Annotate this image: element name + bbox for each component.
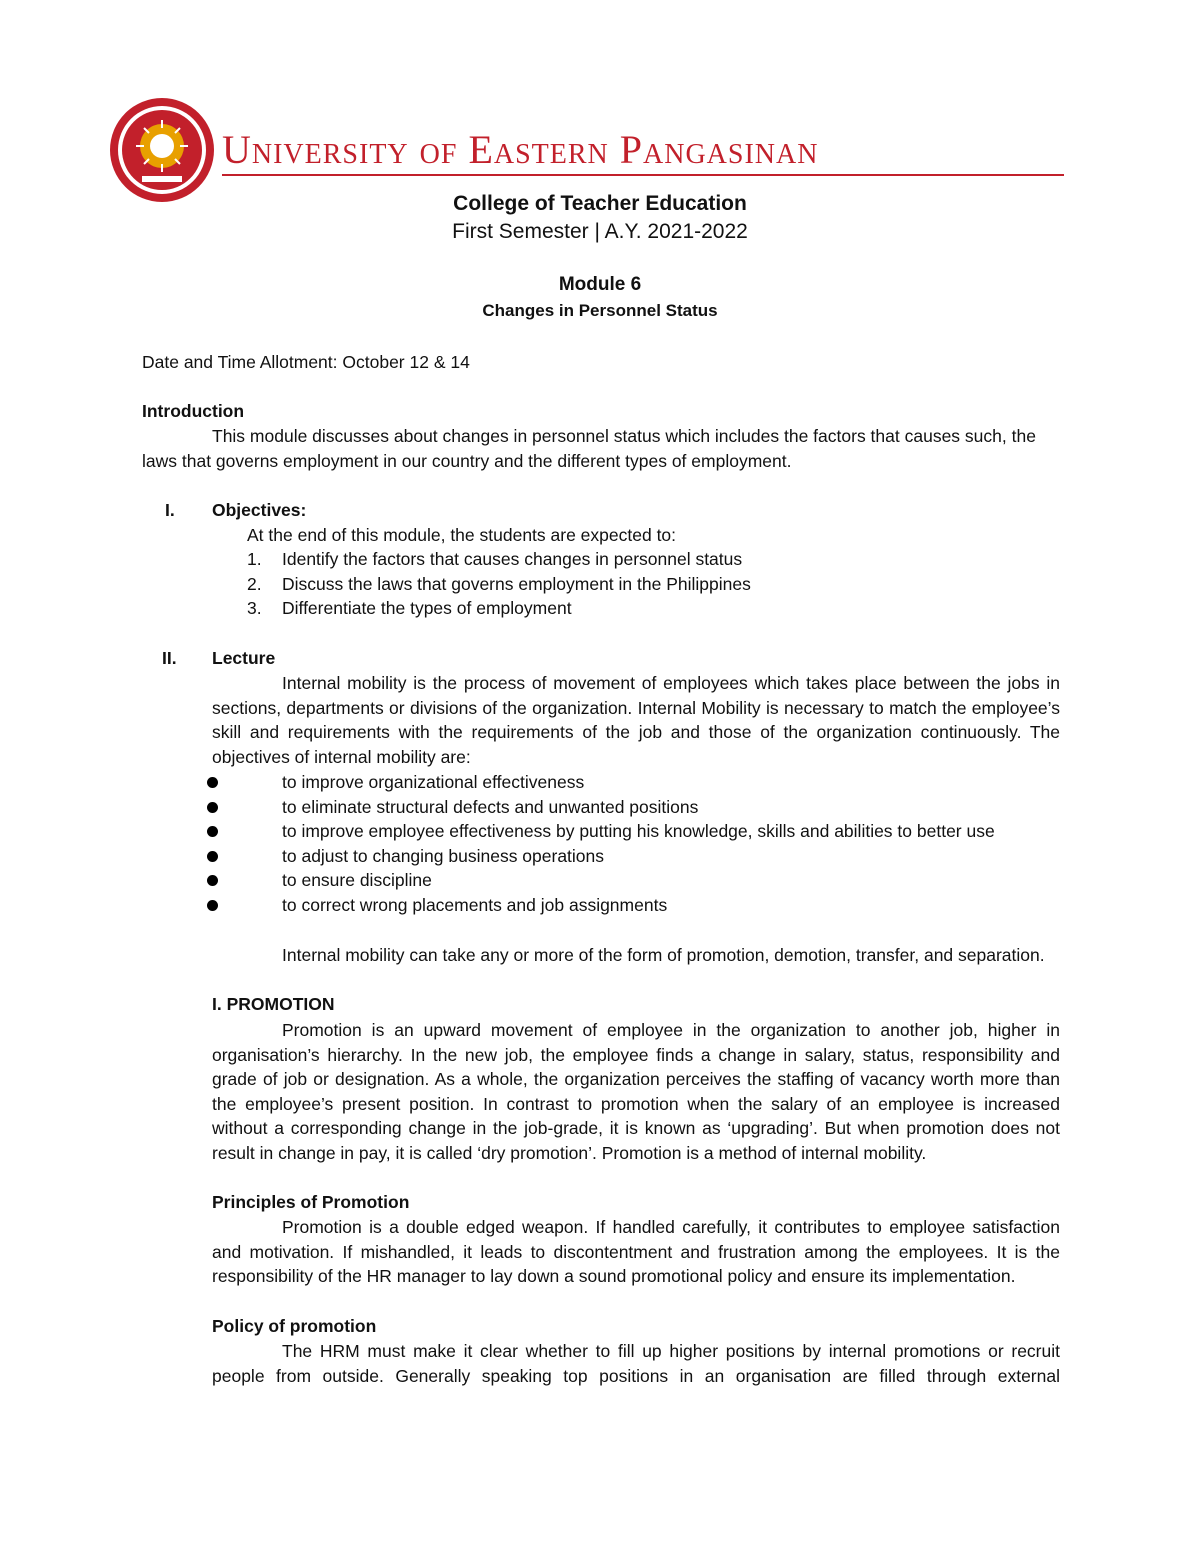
objectives-bullet-list	[205, 770, 995, 918]
objectives-lead: At the end of this module, the students are expected to:	[247, 525, 677, 545]
university-seal-icon	[108, 96, 216, 204]
objectives-list	[247, 547, 751, 621]
mobility-forms-paragraph: Internal mobility can take any or more of the form of promotion, demotion, transfer, and separation.	[282, 945, 1045, 965]
bullet-text: to improve organizational effectiveness	[282, 772, 585, 792]
bullet-icon	[207, 802, 218, 813]
module-title: Module 6	[558, 274, 642, 295]
promotion-heading: I. PROMOTION	[212, 994, 335, 1014]
bullet-icon	[207, 826, 218, 837]
university-name: University of Eastern Pangasinan	[222, 127, 819, 172]
item-text: Differentiate the types of employment	[282, 598, 572, 619]
introduction-heading: Introduction	[142, 401, 245, 421]
list-item	[247, 547, 751, 572]
bullet-text: to eliminate structural defects and unwanted positions	[282, 796, 699, 817]
item-text: Discuss the laws that governs employment in the Philippines	[282, 573, 751, 594]
list-item	[205, 770, 995, 795]
principles-paragraph: Promotion is a double edged weapon. If handled carefully, it contributes to employee satisfaction and motivation. If mishandled, it leads to discontentment and frustration among the employees. It is the responsibility of the HR manager to lay down a sound promotional policy and ensure its implementation.	[212, 1217, 1060, 1287]
header-rule	[222, 174, 1064, 176]
list-item	[205, 844, 995, 869]
item-text: Identify the factors that causes changes in personnel status	[282, 549, 743, 569]
bullet-text: to improve employee effectiveness by putting his knowledge, skills and abilities to better use	[282, 821, 995, 842]
objectives-numeral: I.	[165, 500, 175, 520]
list-item	[205, 893, 995, 918]
bullet-icon	[207, 851, 218, 862]
principles-heading: Principles of Promotion	[212, 1192, 410, 1212]
bullet-text: to correct wrong placements and job assignments	[282, 894, 668, 915]
semester-line: First Semester | A.Y. 2021-2022	[452, 220, 748, 243]
lecture-heading: Lecture	[212, 648, 276, 668]
promotion-paragraph: Promotion is an upward movement of employee in the organization to another job, higher in organisation’s hierarchy. In the new job, the employee finds a change in salary, status, responsibility and grade of job or designation. As a whole, the organization perceives the staffing of vacancy worth more than the employee’s present position. In contrast to promotion when the salary of an employee is increased without a corresponding change in the job-grade, it is known as ‘upgrading’. But when promotion does not result in change in pay, it is called ‘dry promotion’. Promotion is a method of internal mobility.	[212, 1020, 1060, 1163]
lecture-paragraph: Internal mobility is the process of movement of employees which takes place between the jobs in sections, departments or divisions of the organization. Internal Mobility is necessary to match the employee’s skill and requirements with the requirements of the job and those of the organization continuously. The objectives of internal mobility are:	[212, 673, 1060, 767]
bullet-icon	[207, 777, 218, 788]
list-item	[247, 596, 751, 621]
lecture-numeral: II.	[162, 648, 177, 668]
list-item	[205, 819, 995, 844]
list-item	[205, 795, 995, 820]
date-allotment: Date and Time Allotment: October 12 & 14	[142, 352, 470, 372]
item-number: 1.	[247, 549, 262, 569]
policy-heading: Policy of promotion	[212, 1316, 377, 1336]
policy-paragraph: The HRM must make it clear whether to fill up higher positions by internal promotions or recruit people from outside. Generally speaking top positions in an organisation are filled through external	[212, 1341, 1060, 1386]
list-item	[247, 572, 751, 597]
university-header	[108, 96, 1063, 204]
objectives-heading: Objectives:	[212, 500, 307, 520]
item-number: 3.	[247, 598, 262, 619]
list-item	[205, 868, 995, 893]
bullet-text: to ensure discipline	[282, 870, 432, 891]
bullet-icon	[207, 875, 218, 886]
module-subtitle: Changes in Personnel Status	[482, 301, 718, 320]
bullet-text: to adjust to changing business operations	[282, 845, 605, 866]
introduction-paragraph: This module discusses about changes in personnel status which includes the factors that causes such, the laws that governs employment in our country and the different types of employment.	[142, 426, 1036, 471]
college-name: College of Teacher Education	[453, 192, 747, 215]
item-number: 2.	[247, 573, 262, 594]
bullet-icon	[207, 900, 218, 911]
